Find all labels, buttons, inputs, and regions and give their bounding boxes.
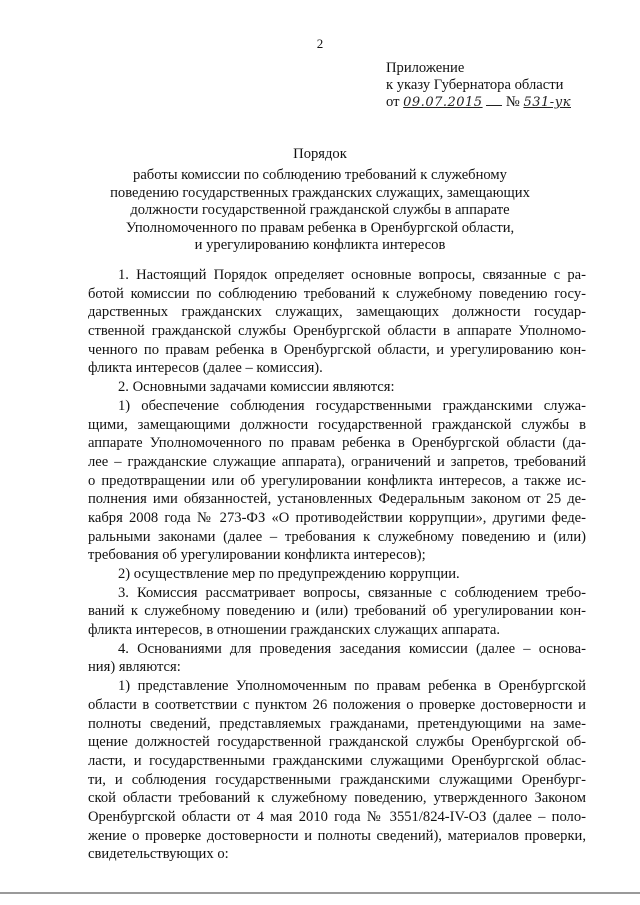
body-line: ской области требований к служебному поведению, утвержденного Законом [88,790,586,807]
appendix-date-number [386,94,571,111]
title-line: поведению государственных гражданских служащих, замещающих [110,184,530,201]
body-line: Оренбургской области от 4 мая 2010 года № 3551/824-IV-ОЗ (далее – поло- [88,808,586,825]
body-line: области в соответствии с пунктом 26 положения о проверке достоверности и [88,696,586,713]
body-line: полнения ими обязанностей, установленных Федеральным законом от 25 де- [88,491,586,508]
body-line: жение о проверке достоверности и полноты сведений), материалов проверки, [88,827,586,844]
body-line: фликта интересов, в отношении гражданских служащих аппарата. [88,622,501,639]
body-line: аппарате Уполномоченного по правам ребенка в Оренбургской области (да- [88,435,586,452]
appendix-label: Приложение [386,60,465,76]
body-line: 1) представление Уполномоченным по правам ребенка в Оренбургской [118,678,586,695]
date-prefix: от [386,94,400,110]
body-line: свидетельствующих о: [88,846,229,863]
title-heading: Порядок [293,146,347,162]
body-line: 2) осуществление мер по предупреждению коррупции. [118,566,460,582]
body-line: кабря 2008 года № 273-ФЗ «О противодействии коррупции», другими феде- [88,509,586,526]
body-line: ласти, и государственными гражданскими служащими Оренбургской облас- [88,752,586,769]
bottom-edge-line [0,892,640,894]
body-line: 1) обеспечение соблюдения государственными гражданскими служа- [118,397,586,414]
body-line: 4. Основаниями для проведения заседания комиссии (далее – основа- [118,640,586,657]
body-line: 3. Комиссия рассматривает вопросы, связанные с соблюдением требо- [118,584,586,601]
body-line: щими, замещающими должности государственной гражданской службы в [88,416,586,433]
title-line: Уполномоченного по правам ребенка в Оренбургской области, [125,219,515,236]
title-line: работы комиссии по соблюдению требований к служебному [133,167,507,184]
body-line: ральными законами (далее – требования к служебному поведению и (или) [88,528,586,545]
body-line: ваний к служебному поведению и (или) требований об урегулировании кон- [88,603,586,620]
handwritten-date: 09.07.2015 [403,95,483,110]
title-lines [0,167,640,254]
body-line: требования об урегулировании конфликта интересов); [88,547,426,564]
body-line: 2. Основными задачами комиссии являются: [118,379,395,396]
handwritten-number: 531-ук [523,95,571,110]
appendix-block [386,60,571,111]
body-line: фликта интересов (далее – комиссия). [88,360,323,377]
appendix-decree-ref: к указу Губернатора области [386,77,564,93]
body-line: ти, и соблюдения государственными гражданскими служащими Оренбург- [88,771,586,788]
body-line: 1. Настоящий Порядок определяет основные вопросы, связанные с ра- [118,267,586,283]
document-title [0,146,640,254]
title-line: должности государственной гражданской службы в аппарате [130,202,510,219]
body-line: полноты сведений, представляемых гражданами, претендующими на заме- [88,715,586,732]
body-line: лее – гражданские служащие аппарата), ограничений и запретов, требований [88,453,586,470]
body-line: ботой комиссии по соблюдению требований к служебному поведению госу- [88,285,586,302]
body-line: ния) являются: [88,659,181,676]
number-prefix: № [505,94,520,110]
body-line: ственной гражданской службы Оренбургской области в аппарате Уполномо- [88,323,586,340]
document-body [88,266,586,864]
body-line: о предотвращении или об урегулировании конфликта интересов, а также ис- [88,472,586,489]
body-line: щение должностей государственной гражданской службы Оренбургской об- [88,734,586,751]
page-number: 2 [316,36,324,51]
title-line: и урегулированию конфликта интересов [194,237,446,254]
body-line: дарственных гражданских служащих, замещающих должности государ- [88,304,586,321]
body-line: ченного по правам ребенка в Оренбургской области, и урегулированию кон- [88,341,586,358]
